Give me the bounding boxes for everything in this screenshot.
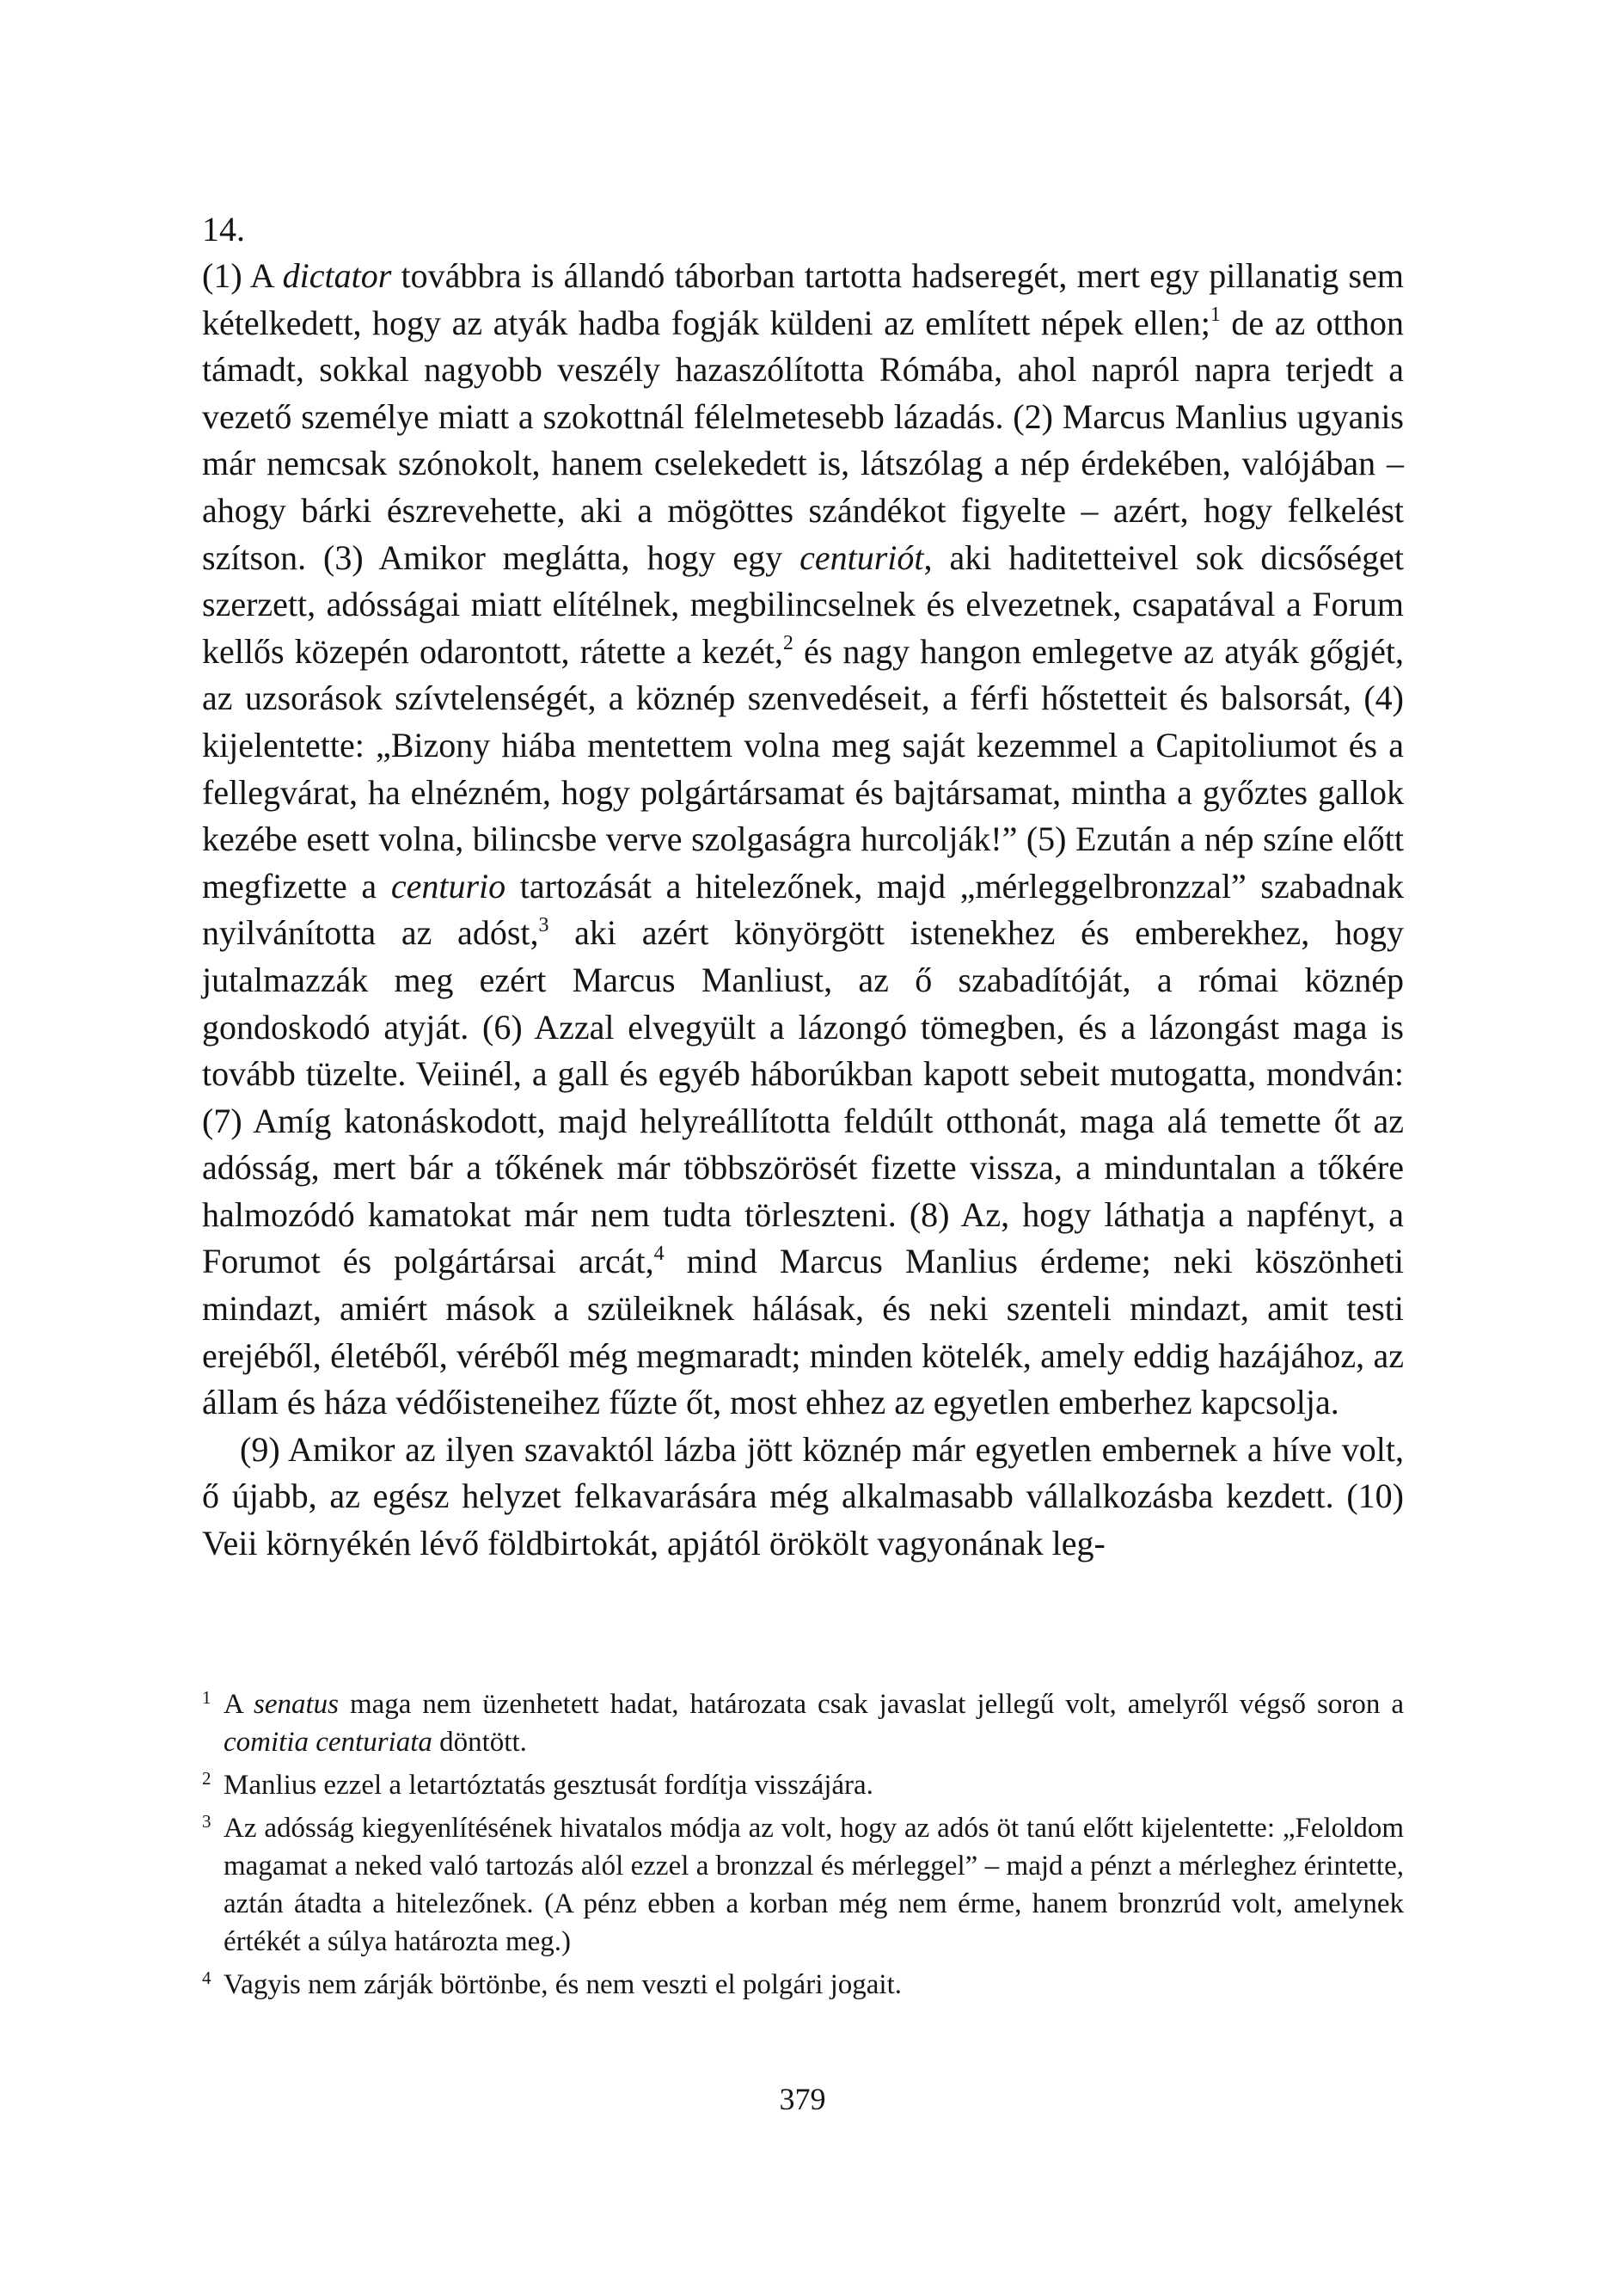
text-run: (1) A [202,256,283,295]
paragraph [202,1427,1404,1568]
footnote-number: 1 [202,1687,211,1708]
footnote [202,1685,1404,1761]
chapter-number: 14. [202,210,245,249]
text-run: (9) Amikor az ilyen szavaktól lázba jött köznép már egyetlen embernek a híve volt, ő újabb, az egész helyzet felkavarására még alkalmasabb vállalkozásba kezdett. (10) Veii környékén lévő földbirtokát, apjától örökölt vagyonának leg- [202,1429,1404,1563]
text-run: továbbra is állandó táborban tartotta hadseregét, mert egy pillanatig sem kételkedett, hogy az atyák hadba fogják küldeni az említett népek ellen; [202,256,1404,342]
paragraph [202,253,1404,1427]
page-content [202,206,1404,1568]
text-run: Vagyis nem zárják börtönbe, és nem veszti el polgári jogait. [224,1969,903,2000]
footnote [202,1766,1404,1804]
footnote-ref: 2 [782,632,793,655]
footnote-ref: 4 [653,1242,665,1265]
footnote-number: 2 [202,1768,211,1789]
footnote-number: 3 [202,1811,211,1832]
italic-term: dictator [282,256,392,295]
footnote [202,1809,1404,1961]
body-text [202,253,1404,1568]
footnote-ref: 3 [538,913,549,936]
footnote [202,1966,1404,2004]
text-run: tartozását a hitelezőnek, majd „mérleggelbronzzal” szabadnak nyilvánította az adóst, [202,866,1404,953]
italic-term: senatus [254,1689,339,1720]
footnote-ref: 1 [1210,304,1221,327]
page-number: 379 [779,2082,826,2116]
italic-term: centurio [390,866,506,906]
text-run: aki azért könyörgött istenekhez és emberekhez, hogy jutalmazzák meg ezért Marcus Manliust, az ő szabadítóját, a római köznép gondoskodó atyját. (6) Azzal elvegyült a lázongó tömegben, és a lázongást maga is tovább tüzelte. Veiinél, a gall és egyéb háborúkban kapott sebeit mutogatta, mondván: (7) Amíg katonáskodott, majd helyreállította feldúlt otthonát, maga alá temette őt az adósság, mert bár a tőkének már többszörösét fizette vissza, a minduntalan a tőkére halmozódó kamatokat már nem tudta törleszteni. (8) Az, hogy láthatja a napfényt, a Forumot és polgártársai arcát, [202,913,1404,1281]
footnotes [202,1685,1404,2009]
text-run: , aki haditetteivel sok dicsőséget szerzett, adósságai miatt elítélnek, megbilincselnek és elvezetnek, csapatával a Forum kellős közepén odarontott, rátette a kezét, [202,537,1404,671]
text-run: maga nem üzenhetett hadat, határozata csak javaslat jellegű volt, amelyről végső soron a [339,1689,1404,1720]
text-run: Az adósság kiegyenlítésének hivatalos módja az volt, hogy az adós öt tanú előtt kijelentette: „Feloldom magamat a neked való tartozás alól ezzel a bronzzal és mérleggel” – majd a pénzt a mérleghez érintette, aztán átadta a hitelezőnek. (A pénz ebben a korban még nem érme, hanem bronzrúd volt, amelynek értékét a súlya határozta meg.) [224,1813,1404,1957]
text-run: A [224,1689,254,1720]
text-run: mind Marcus Manlius érdeme; neki köszönheti mindazt, amiért mások a szüleiknek hálásak, és neki szenteli mindazt, amit testi erejéből, életéből, véréből még megmaradt; minden kötelék, amely eddig hazájához, az állam és háza védőisteneihez fűzte őt, most ehhez az egyetlen emberhez kapcsolja. [202,1242,1404,1422]
footnote-number: 4 [202,1968,211,1988]
text-run: és nagy hangon emlegetve az atyák gőgjét, az uzsorások szívtelenségét, a köznép szenvedéseit, a férfi hőstetteit és balsorsát, (4) kijelentette: „Bizony hiába mentettem volna meg saját kezemmel a Capitoliumot és a fellegvárat, ha elnézném, hogy polgártársamat és bajtársamat, mintha a győztes gallok kezébe esett volna, bilincsbe verve szolgaságra hurcolják!” (5) Ezután a nép színe előtt megfizette a [202,631,1404,906]
text-run: Manlius ezzel a letartóztatás gesztusát fordítja visszájára. [224,1770,873,1801]
text-run: döntött. [432,1727,527,1758]
text-run: de az otthon támadt, sokkal nagyobb veszély hazaszólította Rómába, ahol napról napra terjedt a vezető személye miatt a szokottnál félelmetesebb lázadás. (2) Marcus Manlius ugyanis már nemcsak szónokolt, hanem cselekedett is, látszólag a nép érdekében, valójában – ahogy bárki észrevehette, aki a mögöttes szándékot figyelte – azért, hogy felkelést szítson. (3) Amikor meglátta, hogy egy [202,303,1404,577]
italic-term: centuriót [799,537,924,577]
italic-term: comitia centuriata [224,1727,432,1758]
